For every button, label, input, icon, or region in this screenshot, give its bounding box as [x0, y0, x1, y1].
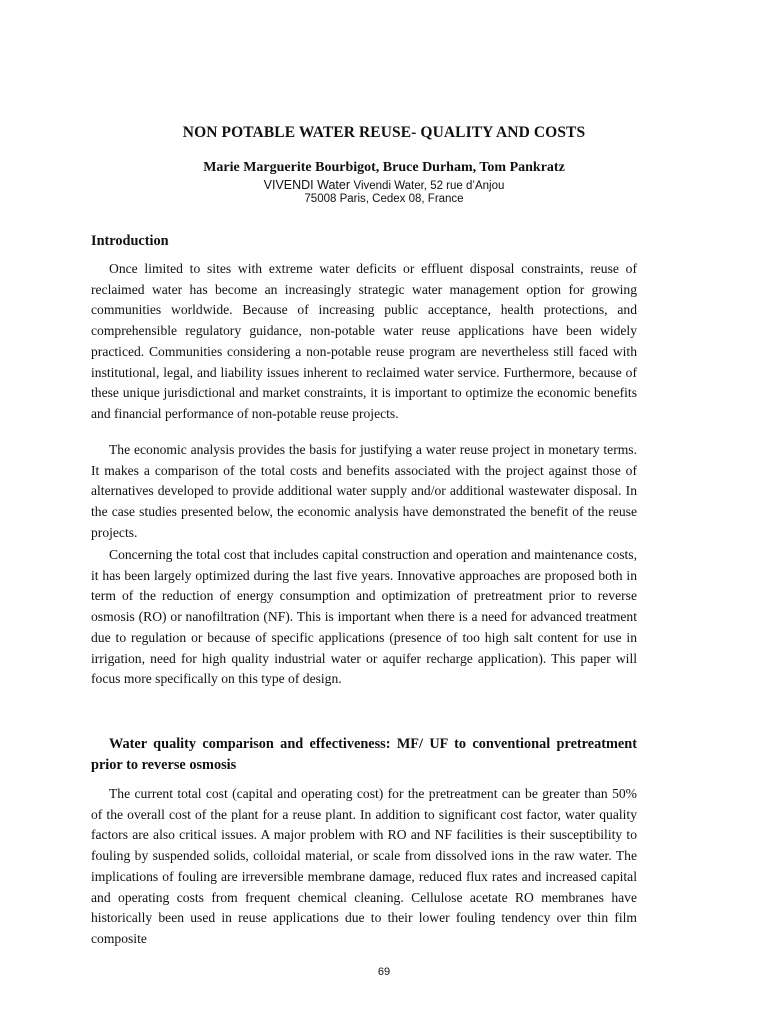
intro-paragraph-2: The economic analysis provides the basis for justifying a water reuse project in monetary terms. It makes a comparison of the total costs and benefits associated with the project against those of alternatives developed to provide additional water supply and/or additional wastewater disposal. In the case studies presented below, the economic analysis have demonstrated the benefit of the reuse projects. [91, 442, 637, 540]
affiliation-org: VIVENDI Water [263, 178, 350, 192]
section-heading-introduction: Introduction [91, 233, 169, 249]
intro-paragraph-3: Concerning the total cost that includes capital construction and operation and maintenance costs, it has been largely optimized during the last five years. Innovative approaches are proposed both in term of the reduction of energy consumption and optimization of pretreatment prior to reverse osmosis (RO) or nanofiltration (NF). This is important when there is a need for advanced treatment due to regulation or because of specific applications (presence of too high salt content for use in irrigation, need for high quality industrial water or aquifer recharge application). This paper will focus more specifically on this type of design. [91, 547, 637, 687]
paper-title: NON POTABLE WATER REUSE- QUALITY AND COSTS [182, 124, 586, 141]
paper-authors: Marie Marguerite Bourbigot, Bruce Durham, Tom Pankratz [203, 160, 565, 175]
water-quality-paragraph-1: The current total cost (capital and operating cost) for the pretreatment can be greater than 50% of the overall cost of the plant for a reuse plant. In addition to significant cost factor, water quality factors are also critical issues. A major problem with RO and NF facilities is their susceptibility to fouling by suspended solids, colloidal material, or scale from dissolved ions in the raw water. The implications of fouling are irreversible membrane damage, reduced flux rates and increased capital and operating costs from frequent chemical cleaning. Cellulose acetate RO membranes have historically been used in reuse applications due to their lower fouling tendency over thin film composite [91, 786, 637, 946]
intro-paragraph-1: Once limited to sites with extreme water deficits or effluent disposal constraints, reuse of reclaimed water has become an increasingly strategic water management option for growing communities worldwide. Because of increasing public acceptance, health protections, and comprehensible regulatory guidance, non-potable water reuse applications have been widely practiced. Communities considering a non-potable reuse program are nevertheless still faced with institutional, legal, and liability issues inherent to reclaimed water service. Furthermore, because of these unique jurisdictional and market constraints, it is important to optimize the economic benefits and financial performance of non-potable reuse projects. [91, 261, 637, 421]
affiliation-line-2: 75008 Paris, Cedex 08, France [304, 193, 464, 205]
page-number: 69 [377, 966, 391, 978]
affiliation-address: Vivendi Water, 52 rue d’Anjou [353, 180, 505, 192]
affiliation-line-1 [0, 178, 768, 192]
section-heading-water-quality: Water quality comparison and effectiveness: MF/ UF to conventional pretreatment prior to reverse osmosis [91, 736, 637, 773]
